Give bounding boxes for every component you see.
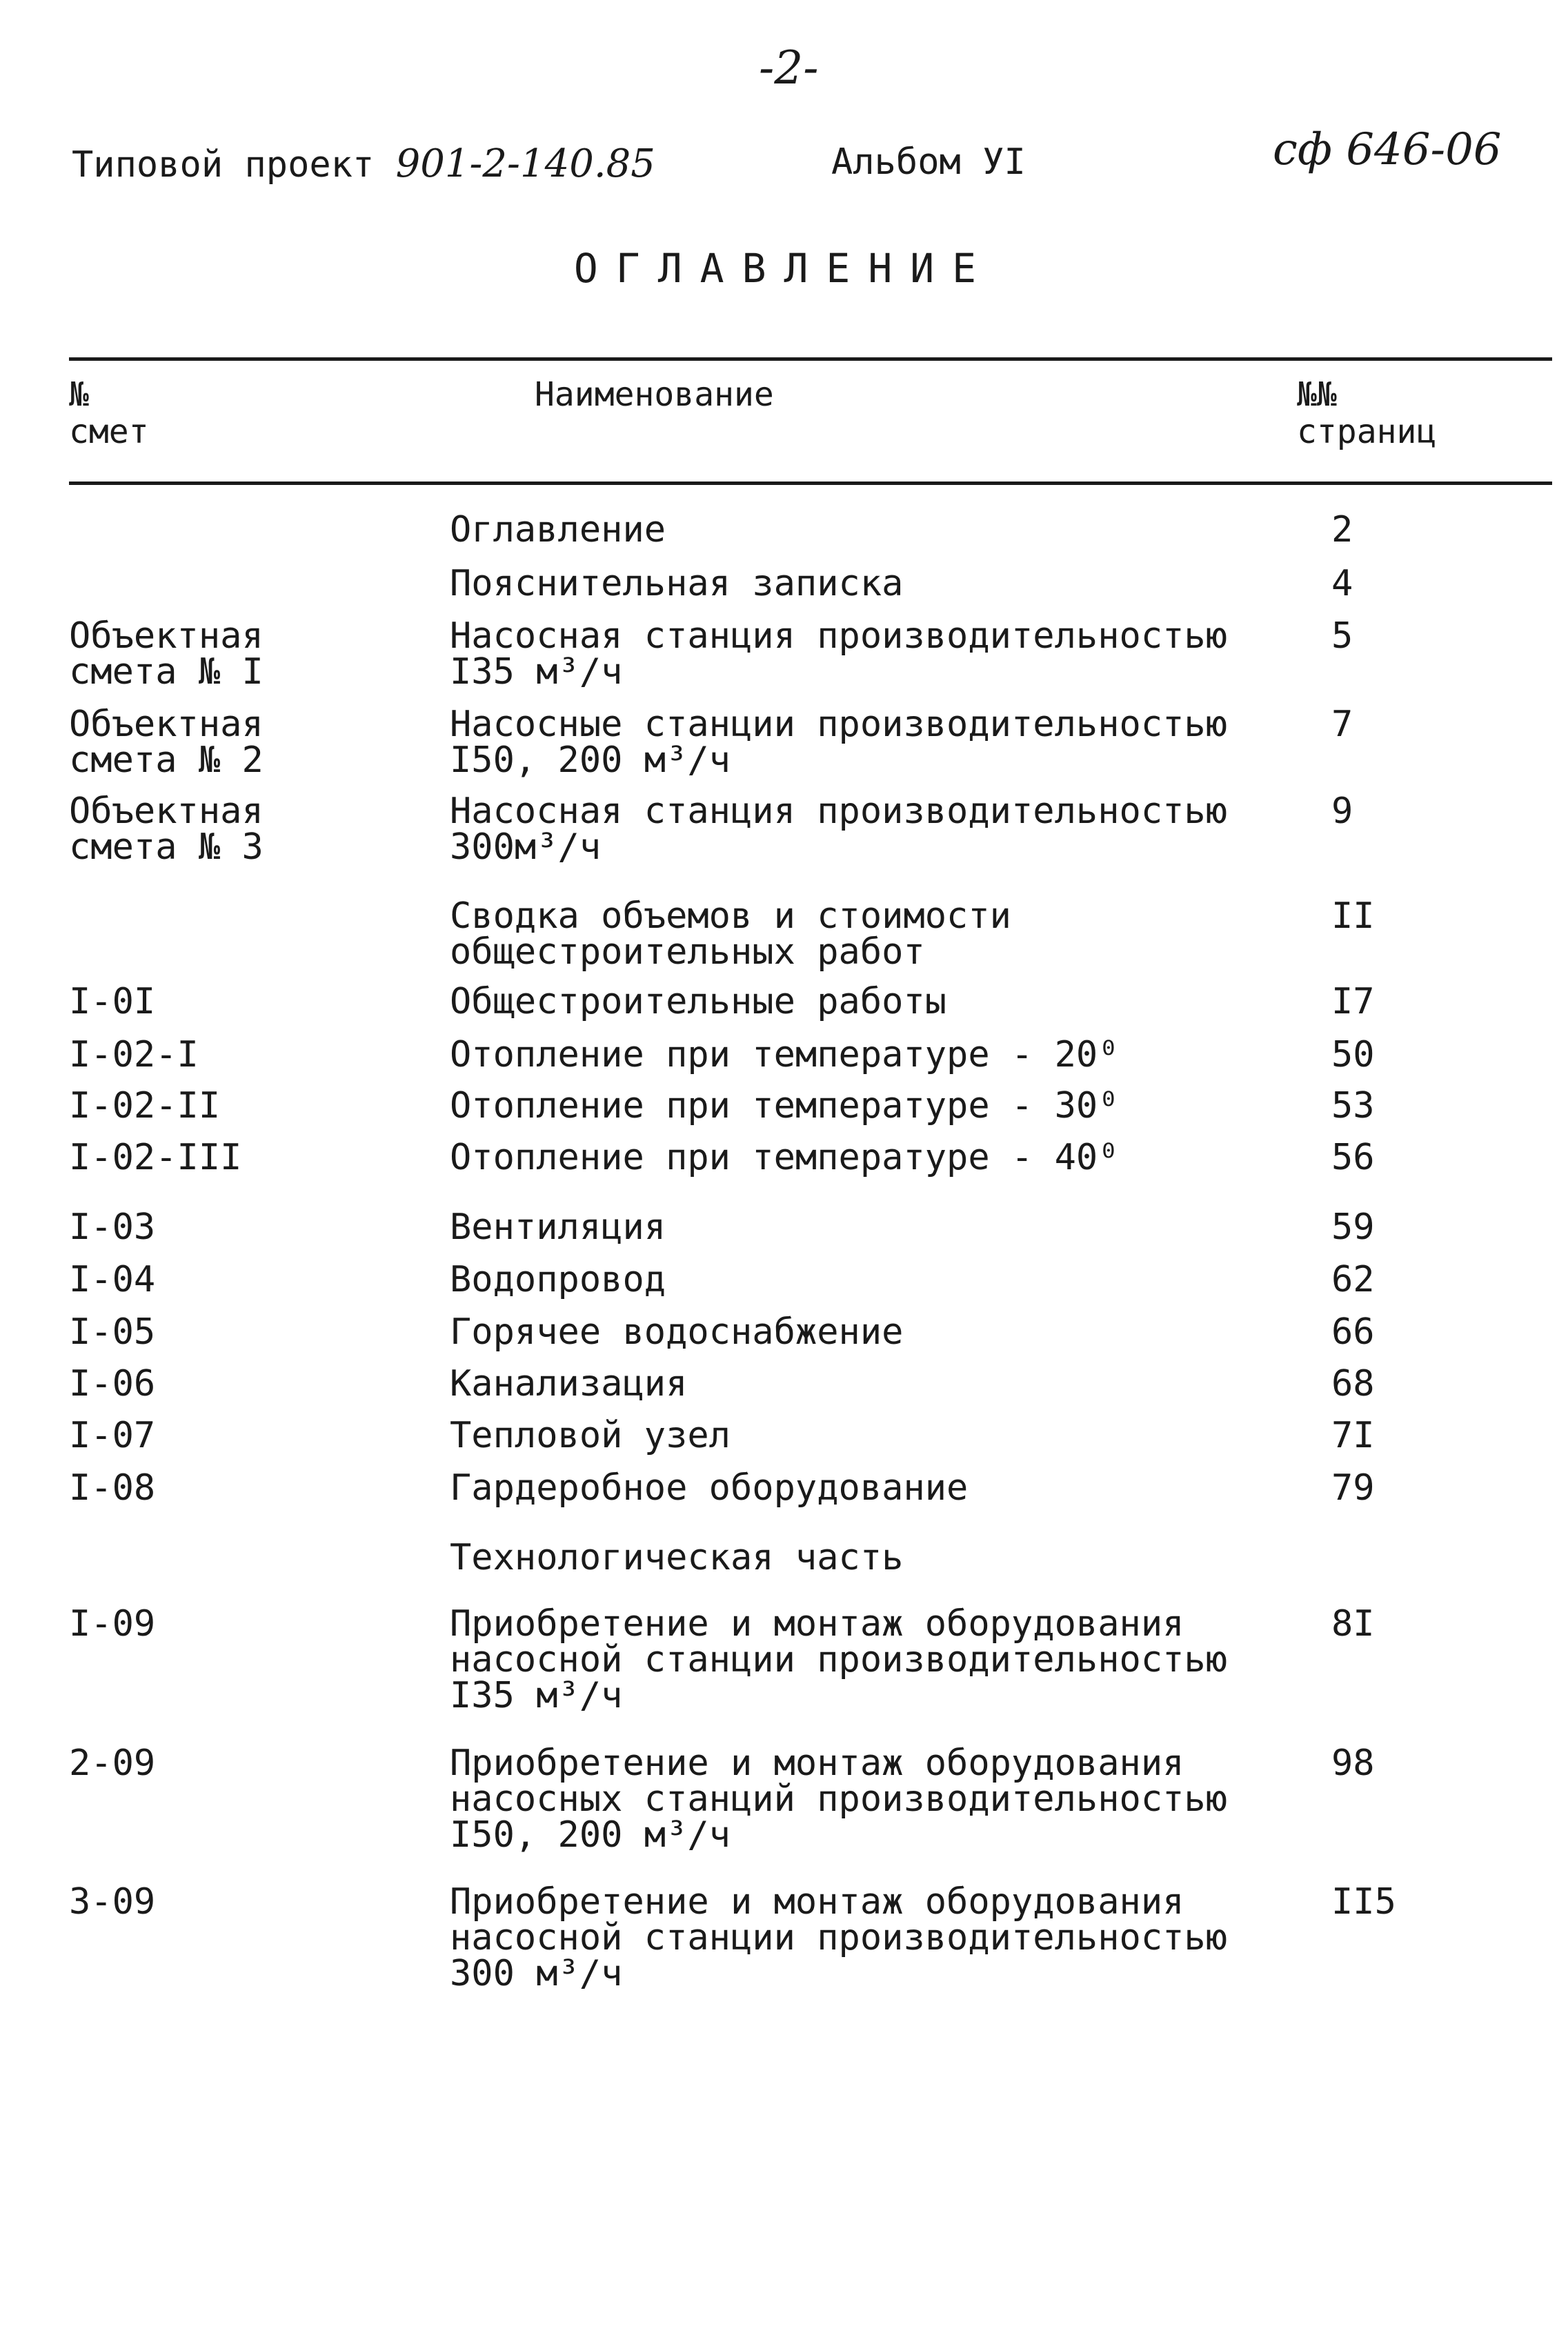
- toc-row-code: 2-09: [69, 1743, 156, 1784]
- table-header-rule: [69, 482, 1552, 485]
- page-marker: -2-: [759, 41, 819, 95]
- project-cipher: сф 646-06: [1273, 124, 1502, 175]
- toc-row-page: 8I: [1331, 1603, 1375, 1645]
- toc-row-title: Вентиляция: [450, 1207, 666, 1248]
- toc-row-page: 7I: [1331, 1415, 1375, 1456]
- toc-row-page: 4: [1331, 563, 1353, 604]
- toc-row-page: 53: [1331, 1085, 1375, 1127]
- toc-row-page: 62: [1331, 1259, 1375, 1300]
- toc-row-code: I-07: [69, 1415, 156, 1456]
- toc-row-page: 56: [1331, 1137, 1375, 1178]
- toc-row-code: I-03: [69, 1207, 156, 1248]
- toc-row-title: Насосная станция производительностью I35 м³/ч: [450, 615, 1228, 693]
- project-label: Типовой проект: [72, 144, 375, 186]
- project-number: 901-2-140.85: [395, 141, 655, 186]
- toc-row-page: 79: [1331, 1467, 1375, 1509]
- column-header-pages: №№ страниц: [1297, 375, 1437, 451]
- toc-row-page: 59: [1331, 1207, 1375, 1248]
- toc-row-title: Отопление при температуре - 30⁰: [450, 1085, 1120, 1127]
- toc-row-title: Канализация: [450, 1363, 688, 1405]
- toc-row-code: I-0I: [69, 981, 156, 1022]
- project-heading: [72, 141, 655, 186]
- toc-row-title: Общестроительные работы: [450, 981, 947, 1022]
- toc-row-code: I-08: [69, 1467, 156, 1509]
- toc-row-code: Объектная смета № 2: [69, 704, 264, 781]
- toc-row-page: II: [1331, 895, 1375, 937]
- toc-row-code: I-02-II: [69, 1085, 221, 1127]
- column-header-code: № смет: [69, 375, 149, 451]
- toc-row-code: Объектная смета № 3: [69, 791, 264, 868]
- toc-row-page: 66: [1331, 1311, 1375, 1353]
- toc-row-page: 2: [1331, 509, 1353, 550]
- toc-row-code: I-02-I: [69, 1034, 199, 1075]
- toc-row-code: I-09: [69, 1603, 156, 1645]
- toc-row-page: I7: [1331, 981, 1375, 1022]
- toc-row-title: Тепловой узел: [450, 1415, 731, 1456]
- album-label: Альбом УІ: [831, 141, 1026, 183]
- toc-row-page: 68: [1331, 1363, 1375, 1405]
- toc-row-title: Гардеробное оборудование: [450, 1467, 969, 1509]
- toc-row-code: I-06: [69, 1363, 156, 1405]
- toc-row-page: 5: [1331, 615, 1353, 657]
- toc-row-title: Приобретение и монтаж оборудования насосных станций производительностью I50, 200 м³/ч: [450, 1743, 1228, 1856]
- toc-row-page: 7: [1331, 704, 1353, 745]
- toc-row-title: Приобретение и монтаж оборудования насосной станции производительностью 300 м³/ч: [450, 1881, 1228, 1994]
- toc-row-page: 9: [1331, 791, 1353, 832]
- toc-row-code: I-05: [69, 1311, 156, 1353]
- toc-row-title: Водопровод: [450, 1259, 666, 1300]
- toc-row-title: Отопление при температуре - 20⁰: [450, 1034, 1120, 1075]
- toc-row-code: Объектная смета № I: [69, 615, 264, 693]
- toc-row-title: Насосные станции производительностью I50, 200 м³/ч: [450, 704, 1228, 781]
- toc-row-title: Технологическая часть: [450, 1537, 904, 1578]
- toc-row-title: Пояснительная записка: [450, 563, 904, 604]
- toc-row-page: II5: [1331, 1881, 1396, 1923]
- toc-row-title: Приобретение и монтаж оборудования насосной станции производительностью I35 м³/ч: [450, 1603, 1228, 1716]
- toc-row-code: I-02-III: [69, 1137, 242, 1178]
- column-header-name: Наименование: [535, 375, 774, 414]
- toc-row-title: Горячее водоснабжение: [450, 1311, 904, 1353]
- toc-row-code: I-04: [69, 1259, 156, 1300]
- toc-row-title: Сводка объемов и стоимости общестроительных работ: [450, 895, 1011, 973]
- toc-row-page: 50: [1331, 1034, 1375, 1075]
- toc-row-code: 3-09: [69, 1881, 156, 1923]
- toc-row-page: 98: [1331, 1743, 1375, 1784]
- toc-title: ОГЛАВЛЕНИЕ: [573, 245, 995, 292]
- toc-row-title: Насосная станция производительностью 300м³/ч: [450, 791, 1228, 868]
- table-top-rule: [69, 357, 1552, 361]
- toc-row-title: Отопление при температуре - 40⁰: [450, 1137, 1120, 1178]
- toc-row-title: Оглавление: [450, 509, 666, 550]
